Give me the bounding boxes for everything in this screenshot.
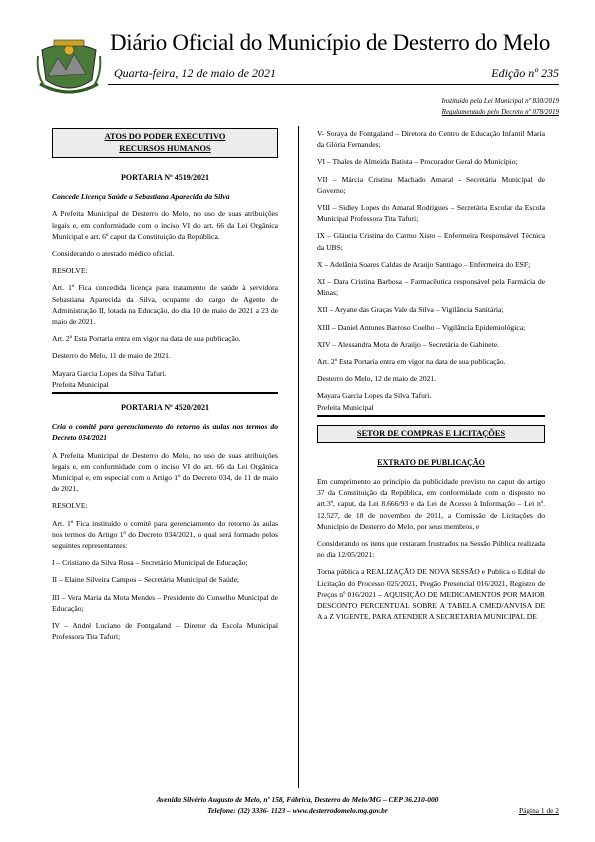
portaria-heading: PORTARIA Nº 4520/2021 [121,403,209,413]
signature-block [52,368,278,390]
paragraph: RESOLVE: [52,266,88,276]
portaria-heading: PORTARIA Nº 4519/2021 [121,173,209,182]
list-item: XIII – Daniel Antunes Barroso Coelho – Vigilância Epidemiológica; [317,322,526,332]
list-item: II – Elaine Silveira Campos – Secretária Municipal de Saúde; [52,575,240,585]
issue-date: Quarta-feira, 12 de maio de 2021 [114,66,276,80]
signature-role: Prefeita Municipal [317,402,374,412]
list-item: III – Vera Maria da Mota Mendes – Presidente do Conselho Municipal de Educação; [52,592,278,613]
section-box-executive [52,128,278,158]
separator [317,415,545,417]
paragraph: A Prefeita Municipal de Desterro do Melo, no uso de suas atribuições legais e, em conformidade com o inciso VI do art. 66 da Lei Orgânica Municipal e art. 6º caput da Constituição da República. [52,209,278,241]
list-item: VII – Márcia Cristina Machado Amaral - Secretária Municipal de Governo; [317,174,545,195]
municipal-coat-of-arms-icon [36,36,102,98]
signature-name: Mayara Garcia Lopes da Silva Tafuri. [52,368,167,378]
paragraph: Em cumprimento ao princípio da publicidade previsto no caput do artigo 37 da Constituição da República, em conformidade com o disposto no art.3º, caput, da Lei 8.666/93 e da Lei de Acesso à Informação – Lei nº. 12.527, de 18 de novembro de 2011, a Comissão de Licitações do Município de Desterro do Melo, por seus membros, e [317,477,545,531]
paragraph: Considerando os itens que restaram frustrados na Sessão Pública realizada no dia 12/05/2021: [317,539,545,560]
section-subtitle: RECURSOS HUMANOS [119,144,211,153]
portaria-summary: Concede Licença Saúde a Sebastiana Aparecida da Silva [52,192,230,202]
footer-contact: Telefone: (32) 3336- 1123 – www.desterrodomelo.mg.gov.br [207,806,388,815]
footer-address: Avenida Silvério Augusto de Melo, nº 158, Fábrica, Desterro do Melo/MG – CEP 36.210-000 [156,795,439,804]
legal-basis [442,96,559,118]
list-item: VIII – Sidley Lopes do Amaral Rodrigues – Secretária Escolar da Escola Municipal Professora Tita Tafuri; [317,203,545,224]
list-item: I – Cristiano da Silva Rosa – Secretário Municipal de Educação; [52,558,248,568]
edition-number: Edição nº 235 [491,66,559,80]
section-box-procurement [317,425,545,443]
list-item: XIV – Alessandra Mota de Araújo – Secretária de Gabinete. [317,339,500,349]
signature-role: Prefeita Municipal [52,379,109,389]
newspaper-title: Diário Oficial do Município de Desterro do Melo [110,30,551,55]
section-title: ATOS DO PODER EXECUTIVO [104,132,226,141]
list-item: V- Soraya de Fontgaland – Diretora do Centro de Educação Infantil Maria da Glória Fernandes; [317,129,545,150]
paragraph: Considerando o atestado médico oficial. [52,249,175,259]
paragraph: Art. 2º Esta Portaria entra em vigor na data de sua publicação. [52,334,241,344]
list-item: IX – Gláucia Cristina do Carmo Xisto – Enfermeira Responsável Técnica da UBS; [317,231,545,252]
portaria-summary: Cria o comitê para gerenciamento do retorno às aulas nos termos do Decreto 034/2021 [52,422,278,443]
instituted-line: Instituído pela Lei Municipal nº 830/2019 [441,97,559,105]
place-date: Desterro do Melo, 12 de maio de 2021. [317,374,437,384]
list-item: IV – André Luciano de Fontgaland – Diretor da Escola Municipal Professora Tita Tafuri; [52,621,278,642]
paragraph: Torna pública a REALIZAÇÃO DE NOVA SESSÃO e Publica o Edital de Licitação do Processo 025/2021, Pregão Presencial 016/2021, Registro de Preços nº 016/2021 – AQUISIÇÃO DE MEDICAMENTOS POR MAIOR DESCONTO PERCENTUAL SOBRE A TABELA CMED/ANVISA DE A a Z VIGENTE, PARA ATENDER A SECRETARIA MUNICIPAL DE [317,567,545,622]
separator [52,392,278,394]
page-number: Página 1 de 2 [518,806,559,815]
right-column [317,128,545,629]
signature-name: Mayara Garcia Lopes da Silva Tafuri. [317,391,432,401]
list-item: XI – Dara Cristina Barbosa – Farmacêutica responsável pela Farmácia de Minas; [317,277,545,298]
paragraph: A Prefeita Municipal de Desterro do Melo, no uso de suas atribuições legais e, em conformidade com o inciso VI do art. 66 da Lei Orgânica Municipal e, em especial com o Artigo 1º do Decreto 034, de 11 de maio de 2021, [52,450,278,494]
extract-heading: EXTRATO DE PUBLICAÇÃO [377,457,485,467]
column-divider [298,126,299,788]
signature-block [317,390,545,412]
header-rule [108,84,559,85]
regulated-line: Regulamentado pelo Decreto nº 078/2019 [441,108,559,116]
section-title: SETOR DE COMPRAS E LICITAÇÕES [356,428,506,438]
masthead [36,30,559,120]
place-date: Desterro do Melo, 11 de maio de 2021. [52,351,171,361]
list-item: X – Adelânia Soares Caldas de Araújo Santiago – Enfermeira do ESF; [317,259,531,269]
paragraph: Art. 1º Fica instituído o comitê para gerenciamento do retorno às aulas nos termos do Artigo 1º do Decreto 034/2021, o qual será formado pelos seguintes representantes: [52,518,278,551]
list-item: VI – Thales de Almeida Batista – Procurador Geral do Município; [317,157,518,167]
paragraph: Art. 1º Fica concedida licença para tratamento de saúde à servidora Sebastiana Aparecida da Silva, ocupante do cargo de Agente de Administração II, lotada na Educação, do dia 10 de maio de 2021 a 23 de maio de 2021. [52,283,278,327]
paragraph: RESOLVE: [52,501,88,511]
paragraph: Art. 2º Esta Portaria entra em vigor na data de sua publicação. [317,357,506,367]
left-column [52,128,278,649]
list-item: XII – Aryane das Graças Vale da Silva – Vigilância Sanitária; [317,305,504,315]
footer [0,794,595,816]
